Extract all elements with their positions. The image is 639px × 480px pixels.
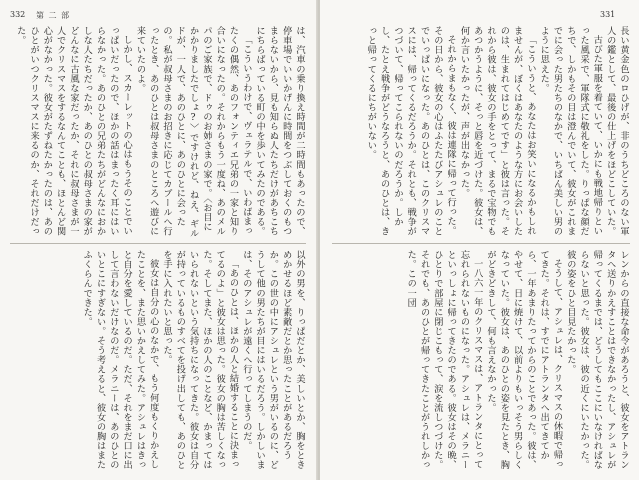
right-top-paragraph-4: それからまもなく、彼は連隊に帰って行った。その日から、彼女の心はふたたびアシュレのことでいっぱいになった。あのひとは、このクリスマスには、帰ってくるだろうか。それとも、戦争がつづいて、帰ってこられないのだろうか。しかし、たとえ戦争がどうなろうと、あのひとは、きっと帰ってくるにちがいない。 xyxy=(365,26,457,237)
right-top-paragraph-3: 「こういうと、あなたはお笑いになるかもしれませんが、ぼくはあなたのような方にお会いしたのは、生まれてはじめてです」と彼は言った。それから彼は、彼女の手をとって、まるで宝物でもあつかうように、そっと唇を近づけた。彼女は、何か言いたかったが、声が出なかった。 xyxy=(458,26,536,237)
left-bottom-paragraph-2: 「あのひとは、ほかの人と結婚することに決まってるのよ」と彼女は思った。彼女の胸は苦しくなった。そしてまた、ほかの人のことなど、かまってはいられないという気持ちになってきた。彼女は自分が持っているものすべてを投げ出しても、あのひとを手に入れたいと思った。 xyxy=(161,250,239,470)
left-bottom-text-block xyxy=(10,250,306,472)
left-section-divider xyxy=(10,243,306,244)
left-bottom-paragraph-1: 以外の男を、りっぱだとか、美しいとか、胸をときめかせるほど素敵だとか思ったことがあるだろうか。この世の中にアシュレという男がいるのに、どうして他の男たちが目にはいるだろう。しかしいまは、そのアシュレが遠くへ行ってしまうのだ。 xyxy=(240,250,305,470)
left-page xyxy=(0,0,318,480)
left-page-number: 332 xyxy=(10,10,26,19)
left-top-paragraph-1: は、汽車の乗り換え時間が二時間もあったので、停車場でいいかげんに時間をつぶしておくのもつまらないから、見も知らぬ人たちだけがあちこちにちらばっている町の中を歩いてみたのである。 xyxy=(254,26,305,237)
right-bottom-text-block xyxy=(332,250,630,472)
left-top-paragraph-3: しかし、スカーレットの心はもうそのことでいっぱいだったので、ほかの話はまったく耳にはいらなかった。あのひとの兄弟たちがどんなにおかしな人たちだったか、あのひとの叔母さまの家がどんなに古風な家だったか、それに叔母さまが一人でクリスマスをするなんてことも、ほとんど関心がなかった。彼女がたずねたかったのは、あのひとがいつクリスマスに来るのか、それだけだった。 xyxy=(14,26,133,237)
right-top-text-block xyxy=(332,26,630,238)
left-top-text-block xyxy=(10,26,306,238)
right-bottom-paragraph-2: そうして、アシュレは、クリスマスの休暇で帰ってきた。それは、すでにアトランタへ出てきてから、一年あまりたってからのことであった。彼は、やせて、日に焼けて、以前よりもいっそう男らしくなっていた。彼女は、あのひとの姿を見たとき、胸がどきどきして、何も言えなかった。 xyxy=(485,250,563,470)
right-bottom-paragraph-3: 一八六一年のクリスマスは、アトランタにとって忘れられないものになった。アシュレは、メラニーといっしょに帰ってきたのである。彼女はその晩、ひとりで部屋に閉じこもって、涙を流しつづけた。それでも、あのひとが帰ってきたことがうれしかった。この一団 xyxy=(405,250,483,470)
right-page-number: 331 xyxy=(600,10,616,19)
left-top-paragraph-2: 「こういうわけで、ヴェラテルで、いわばまったくの偶然、あのフォンティエ兄弟の一家と知り合いになったの。それからもう一度ね、あのメルパのご家族で、ドゥのお姉さまの家で。〈お目にかかりましたでしょ?〉ですけれど、ねえ、ギルドが、一人で、あのひとに、あのひとに会ったの。私が叔母さまのお招きに応じてカブールへ行ったとき、あのひとは叔母さまのところへ遊びに来ていたのよ。 xyxy=(134,26,252,238)
left-running-header: 第 二 部 xyxy=(36,11,71,20)
left-bottom-paragraph-3: 彼女は自分の心のなかで、もう何度もくりかえしたことを、また思いかえしてみた。アシュレはきっと自分を愛しているのだ。ただ、それをまだ口に出して言わないだけなのだ。メラニーは、あのひとのいとこにすぎない。そう考えると、彼女の胸はまたふくらんできた。 xyxy=(81,250,159,470)
right-top-paragraph-1: 長い黄金色のロひげが、非のうちどころのない軍人の鑑として、最後の仕上げをほどこしていた。 xyxy=(604,26,629,237)
right-bottom-paragraph-1: レンからの直接な命令があろうと、彼女をアトランタへ送りかえすことはできなかったし、アシュレが帰ってくるまでは、どうしてもここにいなければならないと思った。彼女は、彼の近くにいたかった。彼の姿をひと目見たかった。 xyxy=(564,250,629,470)
right-page xyxy=(320,0,639,480)
right-section-divider xyxy=(332,243,630,244)
right-top-paragraph-2: 古びた軍服を着ていて、いかにも戦地帰りといった風采で、軍隊式に敬礼をした。りっぱな顔だちで、しかもその目は澄んでいて、彼女がこれまでに会った男たちのなかで、いちばん美しい男のように思えた。 xyxy=(538,26,603,237)
